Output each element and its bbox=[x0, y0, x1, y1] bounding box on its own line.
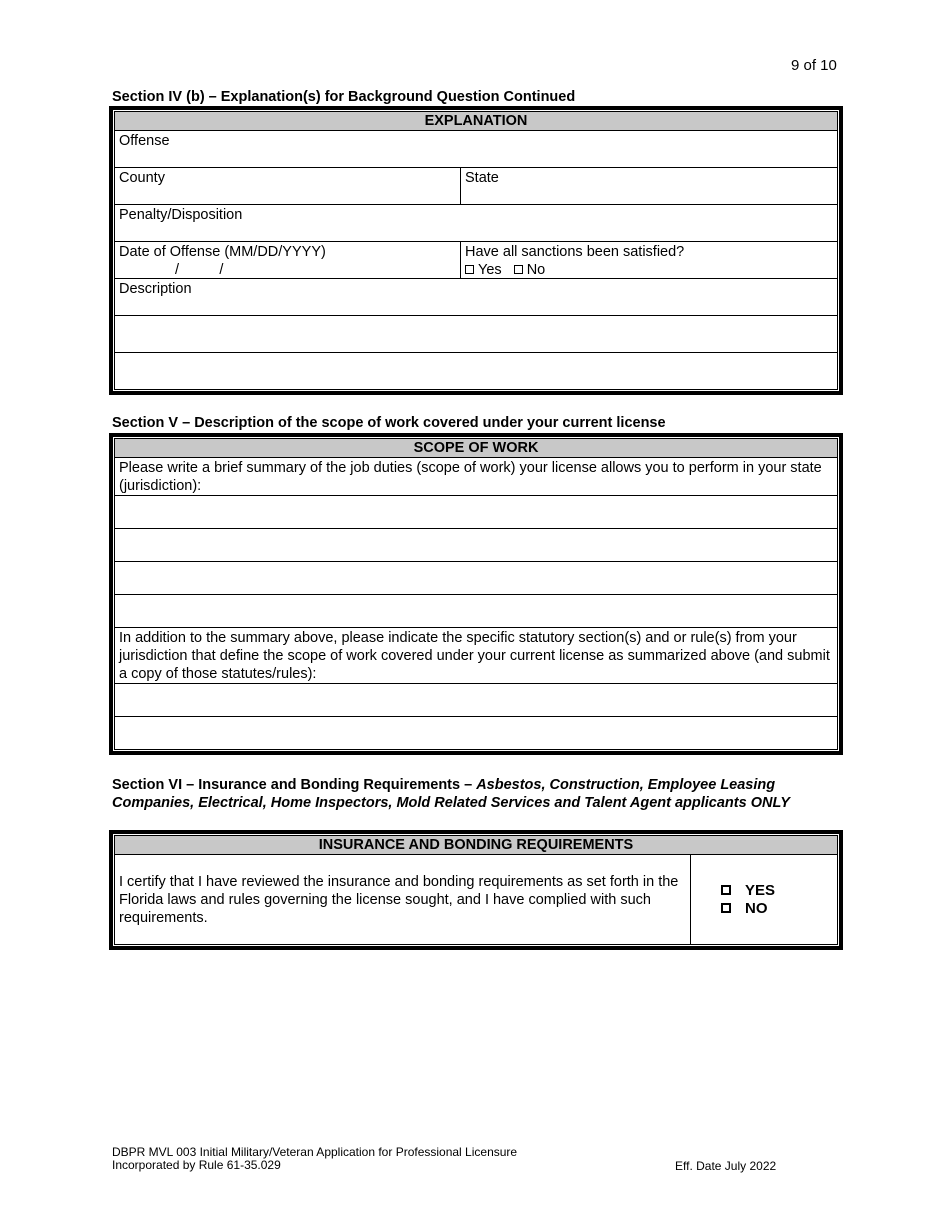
penalty-label: Penalty/Disposition bbox=[119, 207, 243, 223]
sanctions-field bbox=[461, 242, 837, 278]
footer-form-info bbox=[112, 1146, 517, 1172]
state-field[interactable] bbox=[461, 168, 837, 204]
offense-label: Offense bbox=[119, 133, 170, 149]
description-line-1[interactable] bbox=[115, 316, 837, 353]
summary-line-2[interactable] bbox=[115, 529, 837, 562]
county-label: County bbox=[119, 170, 165, 186]
insurance-no-label: NO bbox=[745, 900, 768, 917]
date-slashes: / / bbox=[175, 262, 224, 278]
section-5-title: Section V – Description of the scope of work covered under your current license bbox=[112, 415, 666, 431]
footer-line-2: Incorporated by Rule 61-35.029 bbox=[112, 1158, 281, 1172]
date-of-offense-label: Date of Offense (MM/DD/YYYY) bbox=[119, 244, 326, 260]
sanctions-yes-label: Yes bbox=[478, 262, 502, 278]
footer-line-1: DBPR MVL 003 Initial Military/Veteran Application for Professional Licensure bbox=[112, 1145, 518, 1159]
sanctions-label: Have all sanctions been satisfied? bbox=[465, 244, 685, 260]
certify-statement bbox=[115, 855, 691, 944]
county-state-row bbox=[115, 168, 837, 205]
explanation-header: EXPLANATION bbox=[115, 112, 837, 131]
state-label: State bbox=[465, 170, 499, 186]
summary-line-1[interactable] bbox=[115, 496, 837, 529]
description-line-2[interactable] bbox=[115, 353, 837, 389]
penalty-field[interactable] bbox=[115, 205, 837, 241]
certify-text: I certify that I have reviewed the insurance and bonding requirements as set forth in the Florida laws and rules governing the license sought, and I have complied with such requirements. bbox=[119, 874, 679, 926]
statute-line-1[interactable] bbox=[115, 684, 837, 717]
description-field[interactable] bbox=[115, 279, 837, 315]
scope-of-work-table bbox=[109, 433, 843, 755]
scope-of-work-header: SCOPE OF WORK bbox=[115, 439, 837, 458]
offense-field[interactable] bbox=[115, 131, 837, 167]
sanctions-no-checkbox[interactable] bbox=[514, 265, 523, 274]
insurance-row bbox=[115, 855, 837, 944]
page-number: 9 of 10 bbox=[791, 57, 837, 74]
insurance-yes-label: YES bbox=[745, 882, 776, 899]
insurance-options bbox=[691, 855, 837, 944]
statute-prompt-row bbox=[115, 628, 837, 684]
insurance-header: INSURANCE AND BONDING REQUIREMENTS bbox=[115, 836, 837, 855]
insurance-yes-checkbox[interactable] bbox=[721, 885, 731, 895]
description-row bbox=[115, 279, 837, 316]
section-6-title-italic: Asbestos, Construction, Employee Leasing Companies, Electrical, Home Inspectors, Mold Related Services and Talent Agent applicants ONLY bbox=[112, 777, 790, 811]
sanctions-no-label: No bbox=[526, 262, 546, 278]
date-sanctions-row bbox=[115, 242, 837, 279]
date-of-offense-field[interactable] bbox=[115, 242, 461, 278]
offense-row bbox=[115, 131, 837, 168]
description-label: Description bbox=[119, 281, 192, 297]
section-6-title bbox=[112, 776, 842, 812]
insurance-no-checkbox[interactable] bbox=[721, 903, 731, 913]
section-6-title-bold: Section VI – Insurance and Bonding Requirements – bbox=[112, 777, 477, 793]
summary-line-3[interactable] bbox=[115, 562, 837, 595]
explanation-table bbox=[109, 106, 843, 395]
sanctions-yes-checkbox[interactable] bbox=[465, 265, 474, 274]
statute-line-2[interactable] bbox=[115, 717, 837, 749]
summary-prompt-row bbox=[115, 458, 837, 496]
summary-prompt: Please write a brief summary of the job duties (scope of work) your license allows you to perform in your state (jurisdiction): bbox=[119, 460, 822, 494]
penalty-row bbox=[115, 205, 837, 242]
statute-prompt: In addition to the summary above, please indicate the specific statutory section(s) and or rule(s) from your jurisdiction that define the scope of work covered under your current license as summarized above (and submit a copy of those statutes/rules): bbox=[119, 630, 830, 682]
footer-eff-date: Eff. Date July 2022 bbox=[675, 1159, 777, 1173]
insurance-table bbox=[109, 830, 843, 950]
section-4b-title: Section IV (b) – Explanation(s) for Background Question Continued bbox=[112, 89, 576, 105]
summary-line-4[interactable] bbox=[115, 595, 837, 628]
county-field[interactable] bbox=[115, 168, 461, 204]
